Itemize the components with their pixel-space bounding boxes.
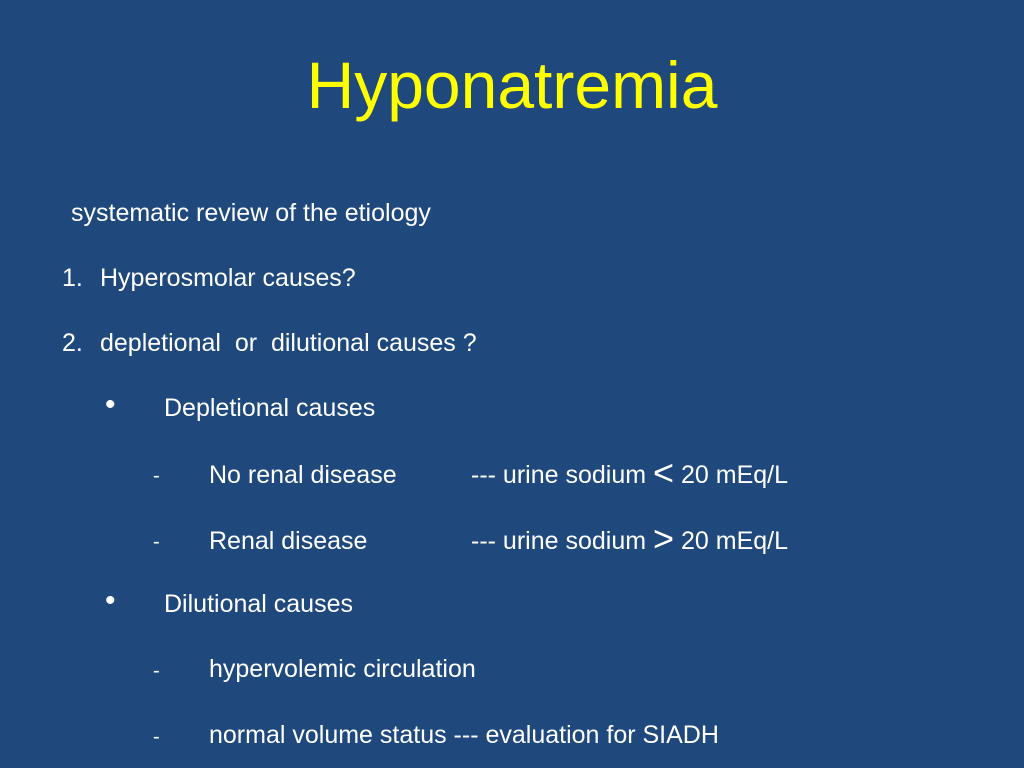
depletional-heading: Depletional causes <box>164 394 376 422</box>
list-number-1: 1. <box>62 264 83 292</box>
intro-text: systematic review of the etiology <box>71 199 431 227</box>
list-item-1: Hyperosmolar causes? <box>100 264 356 292</box>
depletional-item-2-mid: --- urine sodium <box>471 527 647 555</box>
dash-icon: - <box>153 465 160 487</box>
bullet-icon: • <box>105 584 116 617</box>
dilutional-item-2: normal volume status --- evaluation for SIADH <box>209 721 719 749</box>
depletional-item-2-detail <box>471 518 789 559</box>
dilutional-item-1: hypervolemic circulation <box>209 655 476 683</box>
list-number-2: 2. <box>62 329 83 357</box>
depletional-item-1-value: 20 mEq/L <box>681 461 789 489</box>
depletional-item-1-mid: --- urine sodium <box>471 461 647 489</box>
depletional-item-2-value: 20 mEq/L <box>681 527 789 555</box>
depletional-item-1-detail <box>471 452 789 493</box>
less-than-operator: < <box>653 452 675 493</box>
list-item-2: depletional or dilutional causes ? <box>100 329 477 357</box>
depletional-item-2-label: Renal disease <box>209 527 368 555</box>
dash-icon: - <box>153 660 160 682</box>
depletional-item-1-label: No renal disease <box>209 461 397 489</box>
dash-icon: - <box>153 726 160 748</box>
bullet-icon: • <box>105 388 116 421</box>
dilutional-heading: Dilutional causes <box>164 590 353 618</box>
greater-than-operator: > <box>653 518 675 559</box>
dash-icon: - <box>153 531 160 553</box>
slide-title: Hyponatremia <box>306 48 718 122</box>
